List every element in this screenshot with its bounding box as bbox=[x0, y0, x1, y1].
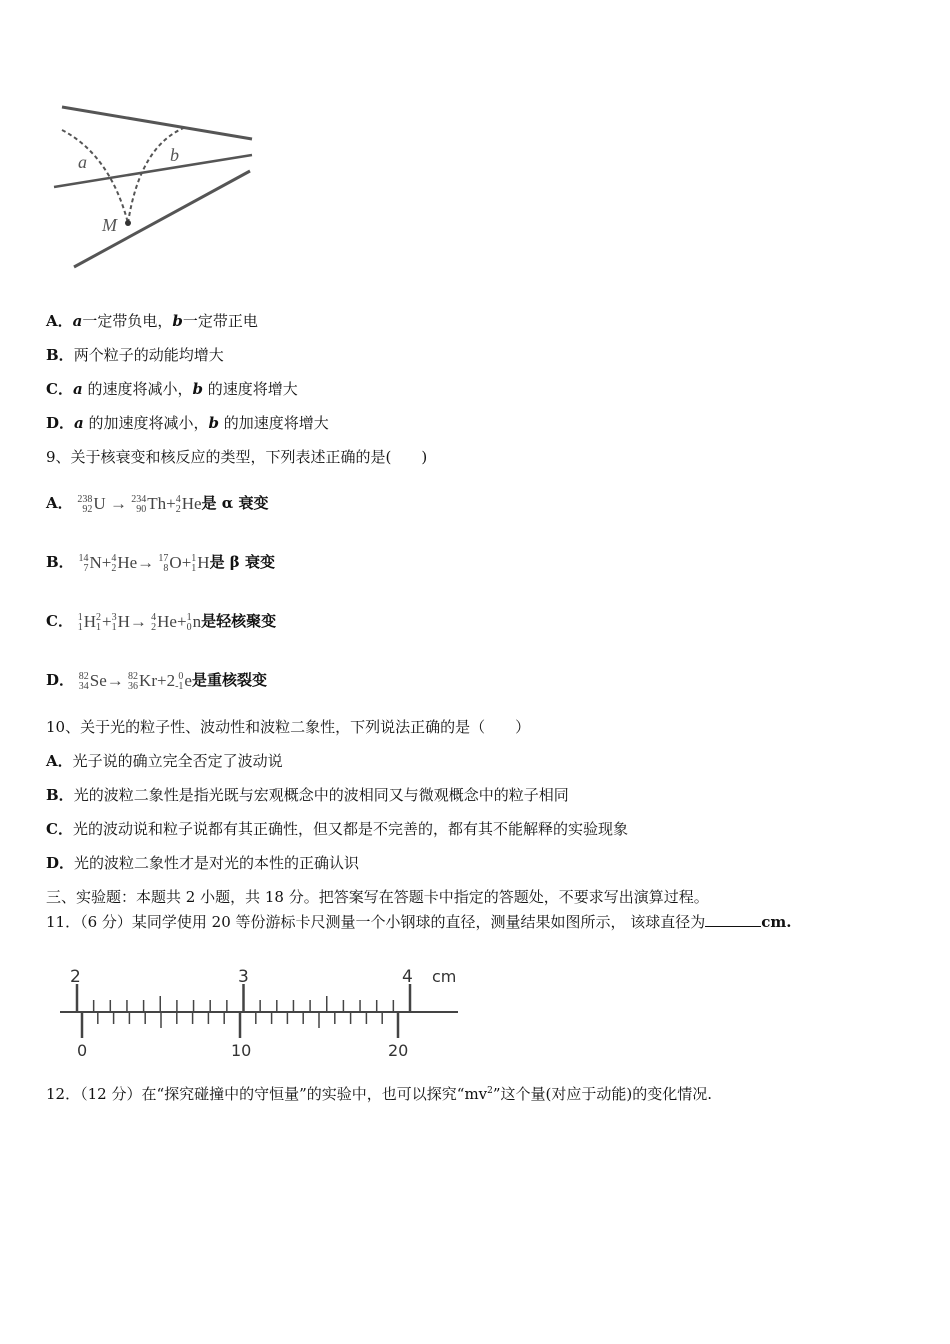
q8-option-d: D．a 的加速度将减小，b 的加速度将增大 bbox=[46, 414, 329, 432]
q8-option-a: A．a一定带负电，b一定带正电 bbox=[46, 312, 258, 330]
nuclear-equation-b: 14 7 N+ 4 2 He→ 17 8 O+ 1 1 H bbox=[78, 553, 210, 575]
particle-deflection-figure bbox=[40, 95, 270, 280]
nuclear-equation-d: 82 34 Se→ 82 36 Kr+2 0 -1 e bbox=[78, 671, 192, 693]
nuclear-equation-c: 1 1 H 2 1 + 3 1 H→ 4 2 He+ 1 0 n bbox=[77, 612, 202, 634]
point-m bbox=[125, 220, 131, 226]
main-label-3: 3 bbox=[238, 967, 249, 987]
q12-stem: 12．（12 分）在“探究碰撞中的守恒量”的实验中，也可以探究“$mv^2$”这个量(对应于动能)的变化情况. bbox=[46, 1085, 713, 1103]
vernier-label-10: 10 bbox=[231, 1041, 252, 1060]
q10-option-d: D．光的波粒二象性才是对光的本性的正确认识 bbox=[46, 854, 360, 872]
q8-option-c: C．a 的速度将减小，b 的速度将增大 bbox=[46, 380, 298, 398]
label-m: M bbox=[102, 215, 117, 235]
label-a: a bbox=[78, 152, 87, 172]
q10-option-a: A．光子说的确立完全否定了波动说 bbox=[46, 752, 283, 770]
q9-option-c: C． 1 1 H 2 1 + 3 1 H→ 4 2 He+ 1 0 n是轻核聚变 bbox=[46, 604, 276, 638]
q9-stem: 9、关于核衰变和核反应的类型，下列表述正确的是( ) bbox=[46, 448, 428, 466]
q9-option-b: B． 14 7 N+ 4 2 He→ 17 8 O+ 1 1 H是 β 衰变 bbox=[46, 545, 275, 579]
q11-stem: 11．（6 分）某同学使用 20 等份游标卡尺测量一个小钢球的直径，测量结果如图所示， 该球直径为 cm. bbox=[46, 913, 792, 931]
q10-stem: 10、关于光的粒子性、波动性和波粒二象性，下列说法正确的是（ ） bbox=[46, 718, 531, 736]
boundary-line-bottom bbox=[74, 171, 250, 267]
q9-option-d: D． 82 34 Se→ 82 36 Kr+2 0 -1 e是重核裂变 bbox=[46, 663, 267, 697]
boundary-line-top bbox=[62, 107, 252, 139]
trajectory-b bbox=[128, 127, 186, 223]
nuclear-equation-a: 238 92 U → 234 90 Th+ 4 2 He bbox=[77, 494, 202, 516]
vernier-label-0: 0 bbox=[77, 1041, 88, 1060]
q9-option-a: A． 238 92 U → 234 90 Th+ 4 2 He是 α 衰变 bbox=[46, 486, 269, 520]
q8-option-b: B．两个粒子的动能均增大 bbox=[46, 346, 224, 364]
main-scale bbox=[77, 984, 410, 1012]
label-b: b bbox=[170, 145, 179, 165]
q10-option-c: C．光的波动说和粒子说都有其正确性，但又都是不完善的，都有其不能解释的实验现象 bbox=[46, 820, 628, 838]
main-label-2: 2 bbox=[70, 967, 81, 987]
vernier-label-20: 20 bbox=[388, 1041, 409, 1060]
main-label-4: 4 bbox=[402, 967, 413, 987]
answer-blank[interactable] bbox=[705, 912, 761, 927]
unit-label: cm bbox=[432, 967, 457, 986]
vernier-scale bbox=[82, 1012, 398, 1038]
section-3-heading: 三、实验题：本题共 2 小题，共 18 分。把答案写在答题卡中指定的答题处，不要求写出演算过程。 bbox=[46, 888, 709, 906]
vernier-caliper-figure bbox=[55, 962, 465, 1062]
q10-option-b: B．光的波粒二象性是指光既与宏观概念中的波相同又与微观概念中的粒子相同 bbox=[46, 786, 569, 804]
